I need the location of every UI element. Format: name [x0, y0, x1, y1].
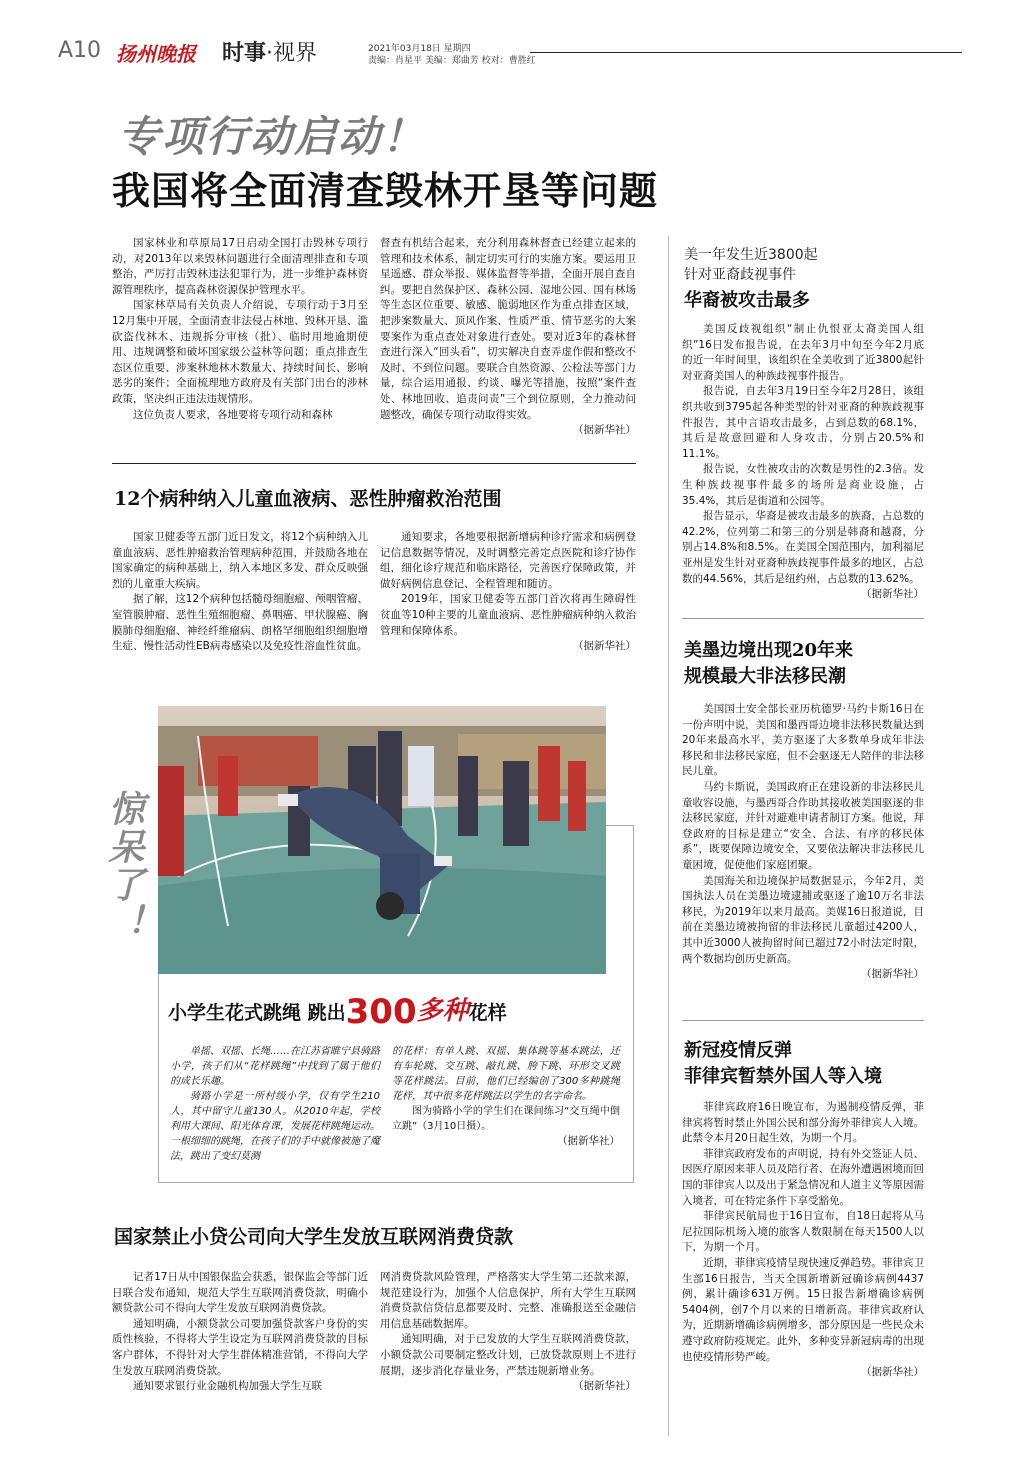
side3-source: （据新华社）: [861, 1366, 924, 1379]
story4-headline: 国家禁止小贷公司向大学生发放互联网消费贷款: [114, 1226, 514, 1248]
lead-source: （据新华社）: [573, 424, 636, 437]
side3-headline-1: 新冠疫情反弹: [684, 1040, 792, 1061]
photo-story-column-1: [170, 1044, 380, 1164]
section-title: 时事·视界: [222, 41, 318, 66]
story2-column-1: [112, 530, 368, 655]
side2-body: [682, 702, 924, 982]
lead-paragraph: 国家林业和草原局17日启动全国打击毁林专项行动，对2013年以来毁林问题进行全面清理排查和专项整治，严厉打击毁林违法犯罪行为，进一步维护森林资源管理秩序，提高森林资源保护管理水平。: [112, 237, 368, 296]
section-name: 时事: [222, 41, 267, 66]
side1-paragraph: 报告说，自去年3月19日至今年2月28日，该组织共收到3795起各种类型的针对亚裔的种族歧视事件报告，其中言语攻击最多，占到总数的68.1%，其后是故意回避和人身攻击，分别占20.5%和11.1%。: [682, 385, 924, 460]
column-divider: [668, 236, 669, 1436]
story2-headline: 12个病种纳入儿童血液病、恶性肿瘤救治范围: [114, 488, 502, 510]
story4-paragraph: 通知明确，对于已发放的大学生互联网消费贷款，小额贷款公司要制定整改计划，已放贷款原则上不进行展期，逐步消化存量业务，严禁违规新增业务。: [380, 1333, 636, 1377]
photo-story-paragraph: 单摇、双摇、长绳……在江苏省睢宁县骑路小学，孩子们从“花样跳绳”中找到了属于他们的成长乐趣。: [170, 1046, 380, 1087]
story2-source: （据新华社）: [573, 640, 636, 653]
side1-body: [682, 322, 924, 602]
lead-headline: 我国将全面清查毁林开垦等问题: [112, 169, 659, 213]
side2-source: （据新华社）: [861, 968, 924, 981]
story4-source: （据新华社）: [573, 1380, 636, 1393]
lead-paragraph: 督查有机结合起来，充分利用森林督查已经建立起来的管理和技术体系，制定切实可行的实施方案。要运用卫星遥感、群众举报、媒体监督等举措，全面开展自查自纠。要把自然保护区、森林公园、湿地公园、国有林场等生态区位重要、敏感、脆弱地区作为重点排查区域，把涉案数量大、顶风作案、性质严重、情节恶劣的大案要案作为重点查处对象进行查处。要对近3年的森林督查进行深入“回头看”，切实解决自查弄虚作假和整改不及时、不到位问题。要联合自然资源、公检法等部门力量，综合运用通报、约谈、曝光等措施，按照“案件查处、林地回收、追责问责”三个到位原则，全力推动问题整改，确保专项行动取得实效。: [380, 237, 636, 421]
side1-subtitle-2: 针对亚裔歧视事件: [684, 267, 796, 283]
side1-paragraph: 报告说，女性被攻击的次数是男性的2.3倍。发生种族歧视事件最多的场所是商业设施，占35.4%，其后是街道和公园等。: [682, 463, 924, 507]
side3-headline-2: 菲律宾暂禁外国人等入境: [684, 1066, 882, 1087]
lead-kicker: 专项行动启动！: [118, 112, 427, 161]
side3-body: [682, 1100, 924, 1380]
lead-column-1: [112, 236, 368, 423]
photo-story-column-2: [392, 1044, 620, 1149]
story2-paragraph: 据了解，这12个病种包括髓母细胞瘤、颅咽管瘤、室管膜肿瘤、恶性生殖细胞瘤、鼻咽癌、甲状腺癌、胸膜肺母细胞瘤、神经纤维瘤病、朗格罕细胞组织细胞增生症、慢性活动性EB病毒感染以及免疫性溶血性贫血。: [112, 593, 368, 653]
editor-credits: 责编：肖星平 美编：郑曲芳 校对：曹胜红: [368, 56, 536, 66]
side3-paragraph: 菲律宾民航局也于16日宣布，自18日起将从马尼拉国际机场入境的旅客人数限制在每天1500人以下，为期一个月。: [682, 1210, 924, 1254]
photo-title-part-b: 多种: [416, 996, 469, 1026]
side3-paragraph: 菲律宾政府16日晚宣布，为遏制疫情反弹，菲律宾将暂时禁止外国公民和部分海外菲律宾人入境。此禁令本月20日起生效，为期一个月。: [682, 1101, 924, 1145]
side2-paragraph: 马约卡斯说，美国政府正在建设新的非法移民儿童收容设施，与墨西哥合作助其接收被美国驱逐的非法移民家庭，并针对避难申请者制订方案。他说，拜登政府的目标是建立“安全、合法、有序的移民体系”，既要保障边境安全，又要依法解决非法移民儿童困境，促使他们家庭团聚。: [682, 780, 924, 871]
photo-caption: 图为骑路小学的学生们在课间练习“交互绳中倒立跳”（3月10日摄）。: [392, 1106, 620, 1132]
photo-title-part-a: 小学生花式跳绳 跳出: [168, 1002, 346, 1024]
story4-paragraph: 网消费贷款风险管理，严格落实大学生第二还款来源，规范建设行为，加强个人信息保护，所有大学生互联网消费贷款信贷信息都要及时、完整、准确报送至金融信用信息基础数据库。: [380, 1271, 636, 1330]
issue-date: 2021年03月18日 星期四: [368, 44, 471, 54]
header-rule: [530, 52, 962, 53]
story2-column-2: [380, 530, 636, 654]
lead-paragraph: 这位负责人要求，各地要将专项行动和森林: [133, 408, 333, 421]
divider: [112, 463, 636, 464]
side3-paragraph: 近期，菲律宾疫情呈现快速反弹趋势。菲律宾卫生部16日报告，当天全国新增新冠确诊病例4437例，累计确诊631万例。15日报告新增确诊病例5404例，创7个月以来的日增新高。菲律宾政府认为，近期新增确诊病例增多，部分原因是一些民众未遵守政府防疫规定。此外，多种变异新冠病毒的出现也使疫情形势严峻。: [682, 1256, 924, 1363]
story4-paragraph: 记者17日从中国银保监会获悉，银保监会等部门近日联合发布通知，规范大学生互联网消费贷款，明确小额贷款公司不得向大学生发放互联网消费贷款。: [112, 1271, 368, 1315]
side1-headline: 华裔被攻击最多: [684, 290, 810, 311]
story2-paragraph: 通知要求，各地要根据新增病种诊疗需求和病例登记信息数据等情况，及时调整完善定点医院和诊疗协作组，细化诊疗规范和临床路径，完善医疗保障政策，并做好病例信息登记、全程管理和随访。: [380, 531, 636, 590]
photo-story-paragraph: 的花样：有单人跳、双摇、集体跳等基本跳法，还有车轮跳、交互跳、敲扎跳、胯下跳、环形交叉跳等花样跳法。目前，他们已经编创了300多种跳绳花样，其中很多花样跳法以学生的名字命名。: [392, 1046, 620, 1102]
divider: [682, 1020, 924, 1021]
lead-paragraph: 国家林草局有关负责人介绍说，专项行动于3月至12月集中开展，全面清查非法侵占林地、毁林开垦、滥砍盗伐林木、违规拆分审核（批）、临时用地逾期使用、违规调整和破坏国家级公益林等问题；重点排查生态区位重要、涉案林地林木数量大、持续时间长、影响恶劣的案件；全面梳理地方政府及有关部门出台的涉林政策，坚决纠正违法违规情形。: [112, 299, 368, 405]
side3-paragraph: 菲律宾政府发布的声明说，持有外交签证人员、因医疗原因来菲人员及陪行者、在海外遭遇困境而回国的菲律宾人以及出于紧急情况和人道主义等原因需入境者，可在特定条件下享受豁免。: [682, 1147, 924, 1207]
photo-story-paragraph: 骑路小学是一所村级小学，仅有学生210人，其中留守儿童130人。从2010年起，学校利用大课间、阳光体育课，发展花样跳绳运动。一根细细的跳绳，在孩子们的手中就像被施了魔法，跳出了变幻莫测: [170, 1091, 380, 1162]
side2-paragraph: 美国国土安全部长亚历杭德罗·马约卡斯16日在一份声明中说，美国和墨西哥边境非法移民数量达到20年来最高水平，美方驱逐了大多数单身成年非法移民和非法移民家庭，但不会驱逐无人陪伴的非法移民儿童。: [682, 703, 924, 778]
story4-column-1: [112, 1270, 368, 1395]
side1-paragraph: 报告显示，华裔是被攻击最多的族裔，占总数的42.2%，位列第二和第三的分别是韩裔和越裔，分别占14.8%和8.5%。在美国全国范围内，加利福尼亚州是发生针对亚裔种族歧视事件最多的地区，占总数的44.56%，其后是纽约州，占总数的13.62%。: [682, 510, 924, 585]
photo-story-source: （据新华社）: [557, 1135, 620, 1147]
photo-title-number: 300: [345, 992, 417, 1032]
paper-logo: 扬州晚报: [116, 42, 196, 66]
vertical-tag: 惊呆了！: [103, 790, 144, 942]
photo-story-title: [168, 990, 507, 1032]
side1-source: （据新华社）: [861, 588, 924, 601]
side2-headline-2: 规模最大非法移民潮: [684, 666, 846, 687]
story4-paragraph: 通知明确，小额贷款公司要加强贷款客户身份的实质性核验，不得将大学生设定为互联网消费贷款的目标客户群体，不得针对大学生群体精准营销，不得向大学生发放互联网消费贷款。: [112, 1317, 368, 1377]
story2-paragraph: 2019年，国家卫健委等五部门首次将再生障碍性贫血等10种主要的儿童血液病、恶性肿瘤病种纳入救治管理和保障体系。: [380, 593, 636, 637]
story2-paragraph: 国家卫健委等五部门近日发文，将12个病种纳入儿童血液病、恶性肿瘤救治管理病种范围，并鼓励各地在国家确定的病种基础上，纳入本地区多发、群众反映强烈的儿童重大疾病。: [112, 531, 368, 590]
side2-paragraph: 美国海关和边境保护局数据显示，今年2月，美国执法人员在美墨边境逮捕或驱逐了逾10万名非法移民，为2019年以来月最高。美媒16日报道说，目前在美墨边境被拘留的非法移民儿童超过4200人，其中近3000人被拘留时间已超过72小时法定时限，两个数据均创历史新高。: [682, 874, 924, 965]
side1-paragraph: 美国反歧视组织“制止仇恨亚太裔美国人组织”16日发布报告说，在去年3月中旬至今年2月底的近一年时间里，该组织在全美收到了近3800起针对亚裔美国人的种族歧视事件报告。: [682, 323, 924, 382]
story4-paragraph: 通知要求银行业金融机构加强大学生互联: [133, 1380, 322, 1393]
section-sub: 视界: [273, 41, 318, 66]
story4-column-2: [380, 1270, 636, 1394]
photo-title-part-c: 花样: [468, 1002, 507, 1024]
side2-headline-1: 美墨边境出现20年来: [684, 640, 854, 661]
side1-subtitle-1: 美一年发生近3800起: [684, 247, 818, 263]
lead-column-2: [380, 236, 636, 438]
jump-rope-photo: [158, 706, 606, 974]
page-number: A10: [58, 38, 102, 63]
divider: [682, 618, 924, 619]
